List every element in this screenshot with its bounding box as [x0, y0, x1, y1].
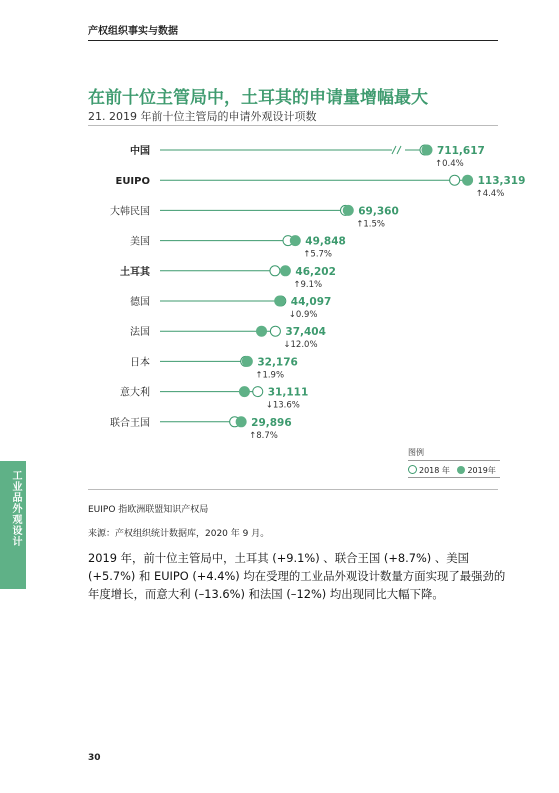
- change-label: ↑0.4%: [435, 159, 464, 169]
- change-label: ↑1.9%: [255, 370, 285, 381]
- value-label: 44,097: [290, 296, 332, 308]
- value-label: 69,360: [358, 205, 399, 218]
- value-label: 29,896: [251, 416, 292, 429]
- point-2019: [257, 326, 267, 336]
- category-label: 大韩民国: [110, 206, 150, 218]
- body-paragraph: 2019 年，前十位主管局中，土耳其 (+9.1%) 、联合王国 (+8.7%) 、美国 (+5.7%) 和 EUIPO (+4.4%) 均在受理的工业品外观设计数量方面实现了最强劲的年度增长，而意大利 (–13.6%) 和法国 (–12%) 均出现同比大幅下降。: [88, 551, 506, 601]
- figure-title: 在前十位主管局中，土耳其的申请量增幅最大: [88, 88, 428, 108]
- point-2019: [236, 417, 246, 427]
- legend-items: [408, 465, 500, 476]
- category-label: 日本: [130, 357, 150, 369]
- point-2019: [343, 205, 353, 215]
- point-2019: [275, 296, 285, 306]
- change-label: ↓0.9%: [288, 310, 318, 320]
- legend-title: 图例: [408, 447, 500, 461]
- point-2019: [239, 387, 249, 397]
- value-label: 46,202: [295, 265, 336, 278]
- point-2018: [270, 266, 280, 276]
- value-label: 113,319: [477, 175, 526, 188]
- section-header: 产权组织事实与数据: [88, 26, 178, 37]
- category-label: 美国: [130, 236, 150, 248]
- figure-subtitle: 21. 2019 年前十位主管局的申请外观设计项数: [88, 110, 317, 123]
- category-label: 联合王国: [110, 417, 150, 429]
- legend-2018-marker: [408, 465, 417, 474]
- figure-bottom-divider: [88, 489, 498, 490]
- page-number: 30: [88, 753, 101, 763]
- change-label: ↑8.7%: [249, 430, 278, 441]
- point-2019: [242, 356, 252, 366]
- change-label: ↑4.4%: [475, 189, 505, 200]
- change-label: ↓12.0%: [283, 340, 318, 351]
- point-2018: [450, 175, 460, 185]
- point-2018: [270, 326, 280, 336]
- category-label: 土耳其: [120, 266, 150, 278]
- legend-divider: [408, 477, 500, 478]
- change-label: ↑9.1%: [293, 279, 323, 290]
- value-label: 31,111: [267, 386, 309, 399]
- point-2018: [253, 387, 263, 397]
- axis-break-mark: [392, 146, 396, 154]
- point-2019: [422, 145, 432, 155]
- value-label: 37,404: [285, 326, 326, 339]
- value-label: 711,617: [437, 145, 485, 157]
- point-2019: [290, 236, 300, 246]
- category-label: 法国: [130, 327, 150, 339]
- legend-2019-marker: [457, 466, 465, 474]
- source-note: 来源：产权组织统计数据库，2020 年 9 月。: [88, 529, 270, 539]
- legend: [408, 447, 500, 475]
- category-label: EUIPO: [115, 176, 150, 188]
- axis-break-mark: [397, 146, 401, 154]
- legend-2018-label: 2018 年: [419, 466, 450, 475]
- side-tab-label: 工业品外观设计: [10, 470, 21, 547]
- category-label: 意大利: [120, 387, 150, 399]
- legend-2019-label: 2019年: [467, 466, 496, 475]
- point-2019: [280, 266, 290, 276]
- value-label: 32,176: [257, 356, 298, 369]
- point-2019: [463, 175, 473, 185]
- value-label: 49,848: [305, 235, 346, 248]
- change-label: ↓13.6%: [265, 400, 300, 411]
- abbreviation-note: EUIPO 指欧洲联盟知识产权局: [88, 505, 209, 515]
- category-label: 德国: [130, 297, 150, 308]
- category-label: 中国: [130, 146, 150, 157]
- change-label: ↑1.5%: [356, 219, 385, 230]
- change-label: ↑5.7%: [303, 249, 333, 260]
